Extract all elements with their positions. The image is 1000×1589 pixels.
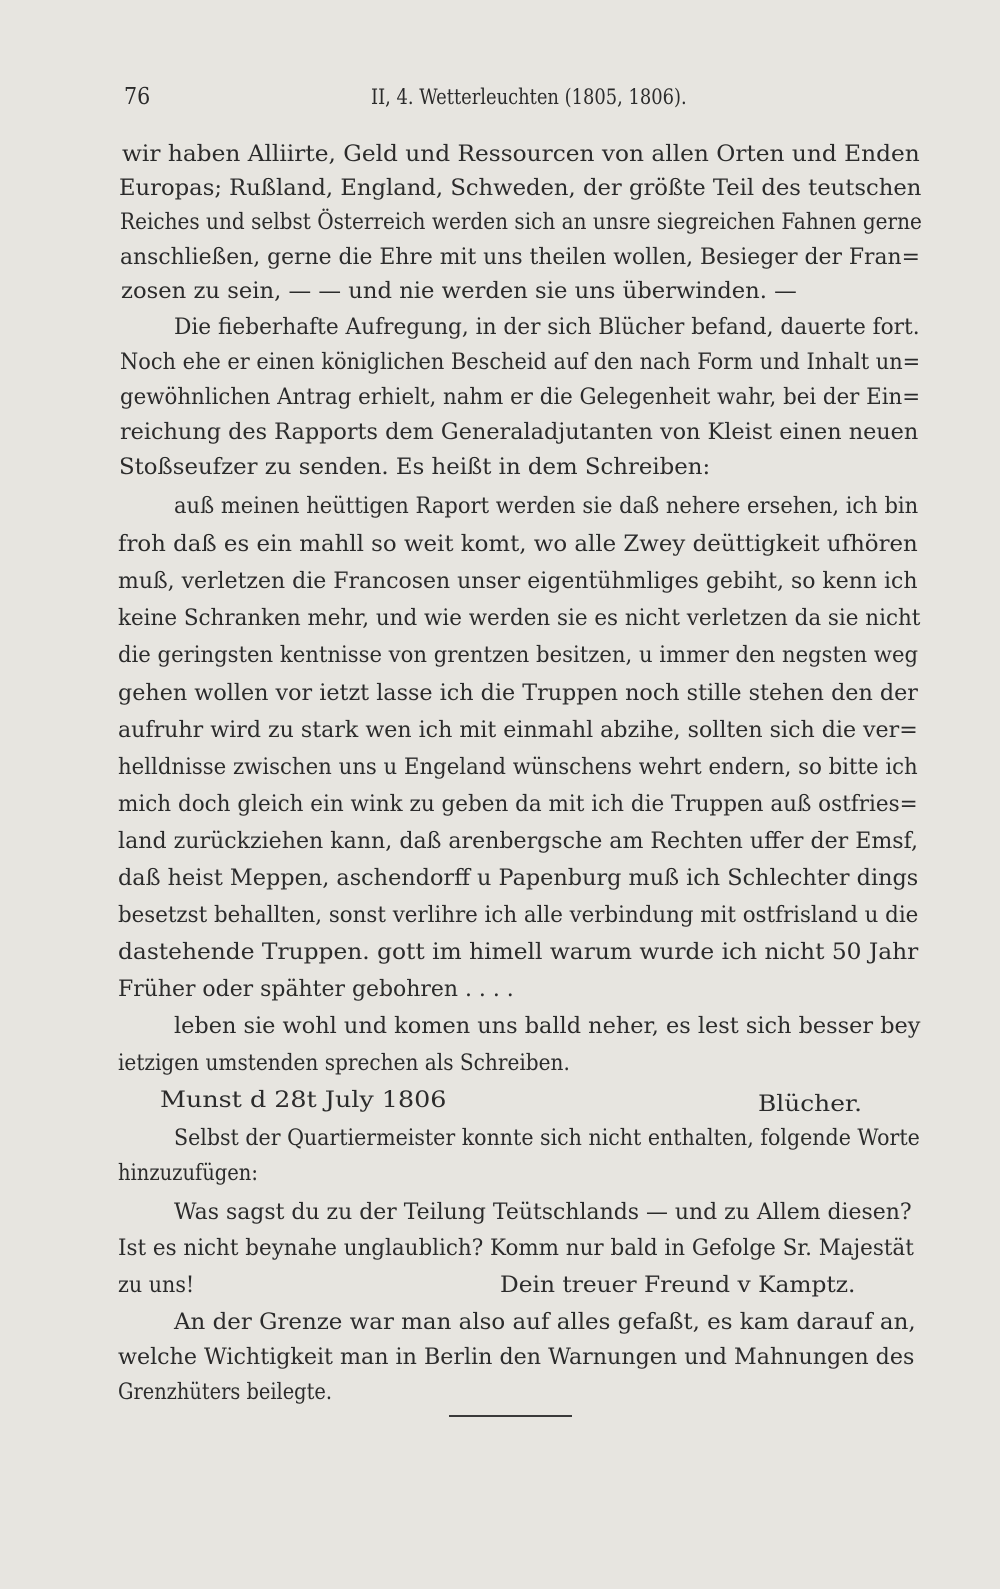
letter-line-4: keine Schranken mehr, und wie werden sie es nicht verletzen da sie nicht: [118, 606, 921, 631]
text-line-13: An der Grenze war man also auf alles gefaßt, es kam darauf an,: [174, 1310, 916, 1335]
text-line-9: reichung des Rapports dem Generaladjutanten von Kleist einen neuen: [120, 420, 919, 445]
text-line-14: welche Wichtigkeit man in Berlin den Warnungen und Mahnungen des: [118, 1345, 915, 1370]
letter-line-13: dastehende Truppen. gott im himell warum wurde ich nicht 50 Jahr: [118, 940, 919, 965]
letter-line-6: gehen wollen vor ietzt lasse ich die Truppen noch stille stehen den der: [118, 681, 918, 706]
letter-line-9: mich doch gleich ein wink zu geben da mit ich die Truppen auß ostfries=: [118, 792, 918, 817]
text-line-3: Reiches und selbst Österreich werden sich an unsre siegreichen Fahnen gerne: [120, 210, 922, 235]
letter-line-3: muß, verletzen die Francosen unser eigentühmliges gebiht, so kenn ich: [118, 569, 918, 594]
text-line-11: Selbst der Quartiermeister konnte sich nicht enthalten, folgende Worte: [174, 1126, 920, 1151]
letter-line-14: Früher oder spähter gebohren . . . .: [118, 977, 514, 1002]
letter-line-15: leben sie wohl und komen uns balld neher, es lest sich besser bey: [174, 1014, 921, 1039]
text-line-12: hinzuzufügen:: [118, 1161, 258, 1186]
letter-line-5: die geringsten kentnisse von grentzen besitzen, u immer den negsten weg: [118, 643, 919, 668]
letter-line-8: helldnisse zwischen uns u Engeland wünschens wehrt endern, so bitte ich: [118, 755, 918, 780]
text-line-10: Stoßseufzer zu senden. Es heißt in dem Schreiben:: [119, 455, 711, 480]
end-rule: [449, 1415, 572, 1417]
note-line-3: zu uns!: [118, 1273, 195, 1298]
text-line-4: anschließen, gerne die Ehre mit uns theilen wollen, Besieger der Fran=: [120, 245, 920, 270]
text-line-15: Grenzhüters beilegte.: [118, 1380, 332, 1405]
text-line-7: Noch ehe er einen königlichen Bescheid auf den nach Form und Inhalt un=: [120, 350, 921, 375]
letter-line-10: land zurückziehen kann, daß arenbergsche am Rechten uffer der Emsf,: [118, 829, 919, 854]
letter-line-11: daß heist Meppen, aschendorff u Papenburg muß ich Schlechter dings: [118, 866, 919, 891]
page-number: 76: [124, 84, 151, 110]
text-line-8: gewöhnlichen Antrag erhielt, nahm er die Gelegenheit wahr, bei der Ein=: [120, 385, 921, 410]
letter-line-12: besetzst behallten, sonst verlihre ich alle verbindung mit ostfrisland u die: [118, 903, 919, 928]
text-line-1: wir haben Alliirte, Geld und Ressourcen von allen Orten und Enden: [122, 142, 920, 167]
letter-line-16: ietzigen umstenden sprechen als Schreiben.: [118, 1051, 570, 1076]
text-line-5: zosen zu sein, — — und nie werden sie uns überwinden. —: [121, 279, 797, 304]
note-line-1: Was sagst du zu der Teilung Teütschlands — und zu Allem diesen?: [174, 1200, 912, 1225]
letter-line-2: froh daß es ein mahll so weit komt, wo alle Zwey deüttigkeit ufhören: [118, 532, 918, 557]
letter-line-7: aufruhr wird zu stark wen ich mit einmahl abzihe, sollten sich die ver=: [118, 718, 918, 743]
letter-line-1: auß meinen heüttigen Raport werden sie daß nehere ersehen, ich bin: [174, 494, 919, 519]
text-line-6: Die fieberhafte Aufregung, in der sich Blücher befand, dauerte fort.: [174, 315, 920, 340]
note-signature: Dein treuer Freund v Kamptz.: [500, 1273, 856, 1298]
text-line-2: Europas; Rußland, England, Schweden, der größte Teil des teutschen: [119, 176, 922, 201]
letter-place-date: Munst d 28t July 1806: [160, 1088, 447, 1113]
note-line-2: Ist es nicht beynahe unglaublich? Komm nur bald in Gefolge Sr. Majestät: [118, 1236, 914, 1261]
letter-signature: Blücher.: [758, 1092, 862, 1117]
running-title: II, 4. Wetterleuchten (1805, 1806).: [371, 85, 687, 109]
